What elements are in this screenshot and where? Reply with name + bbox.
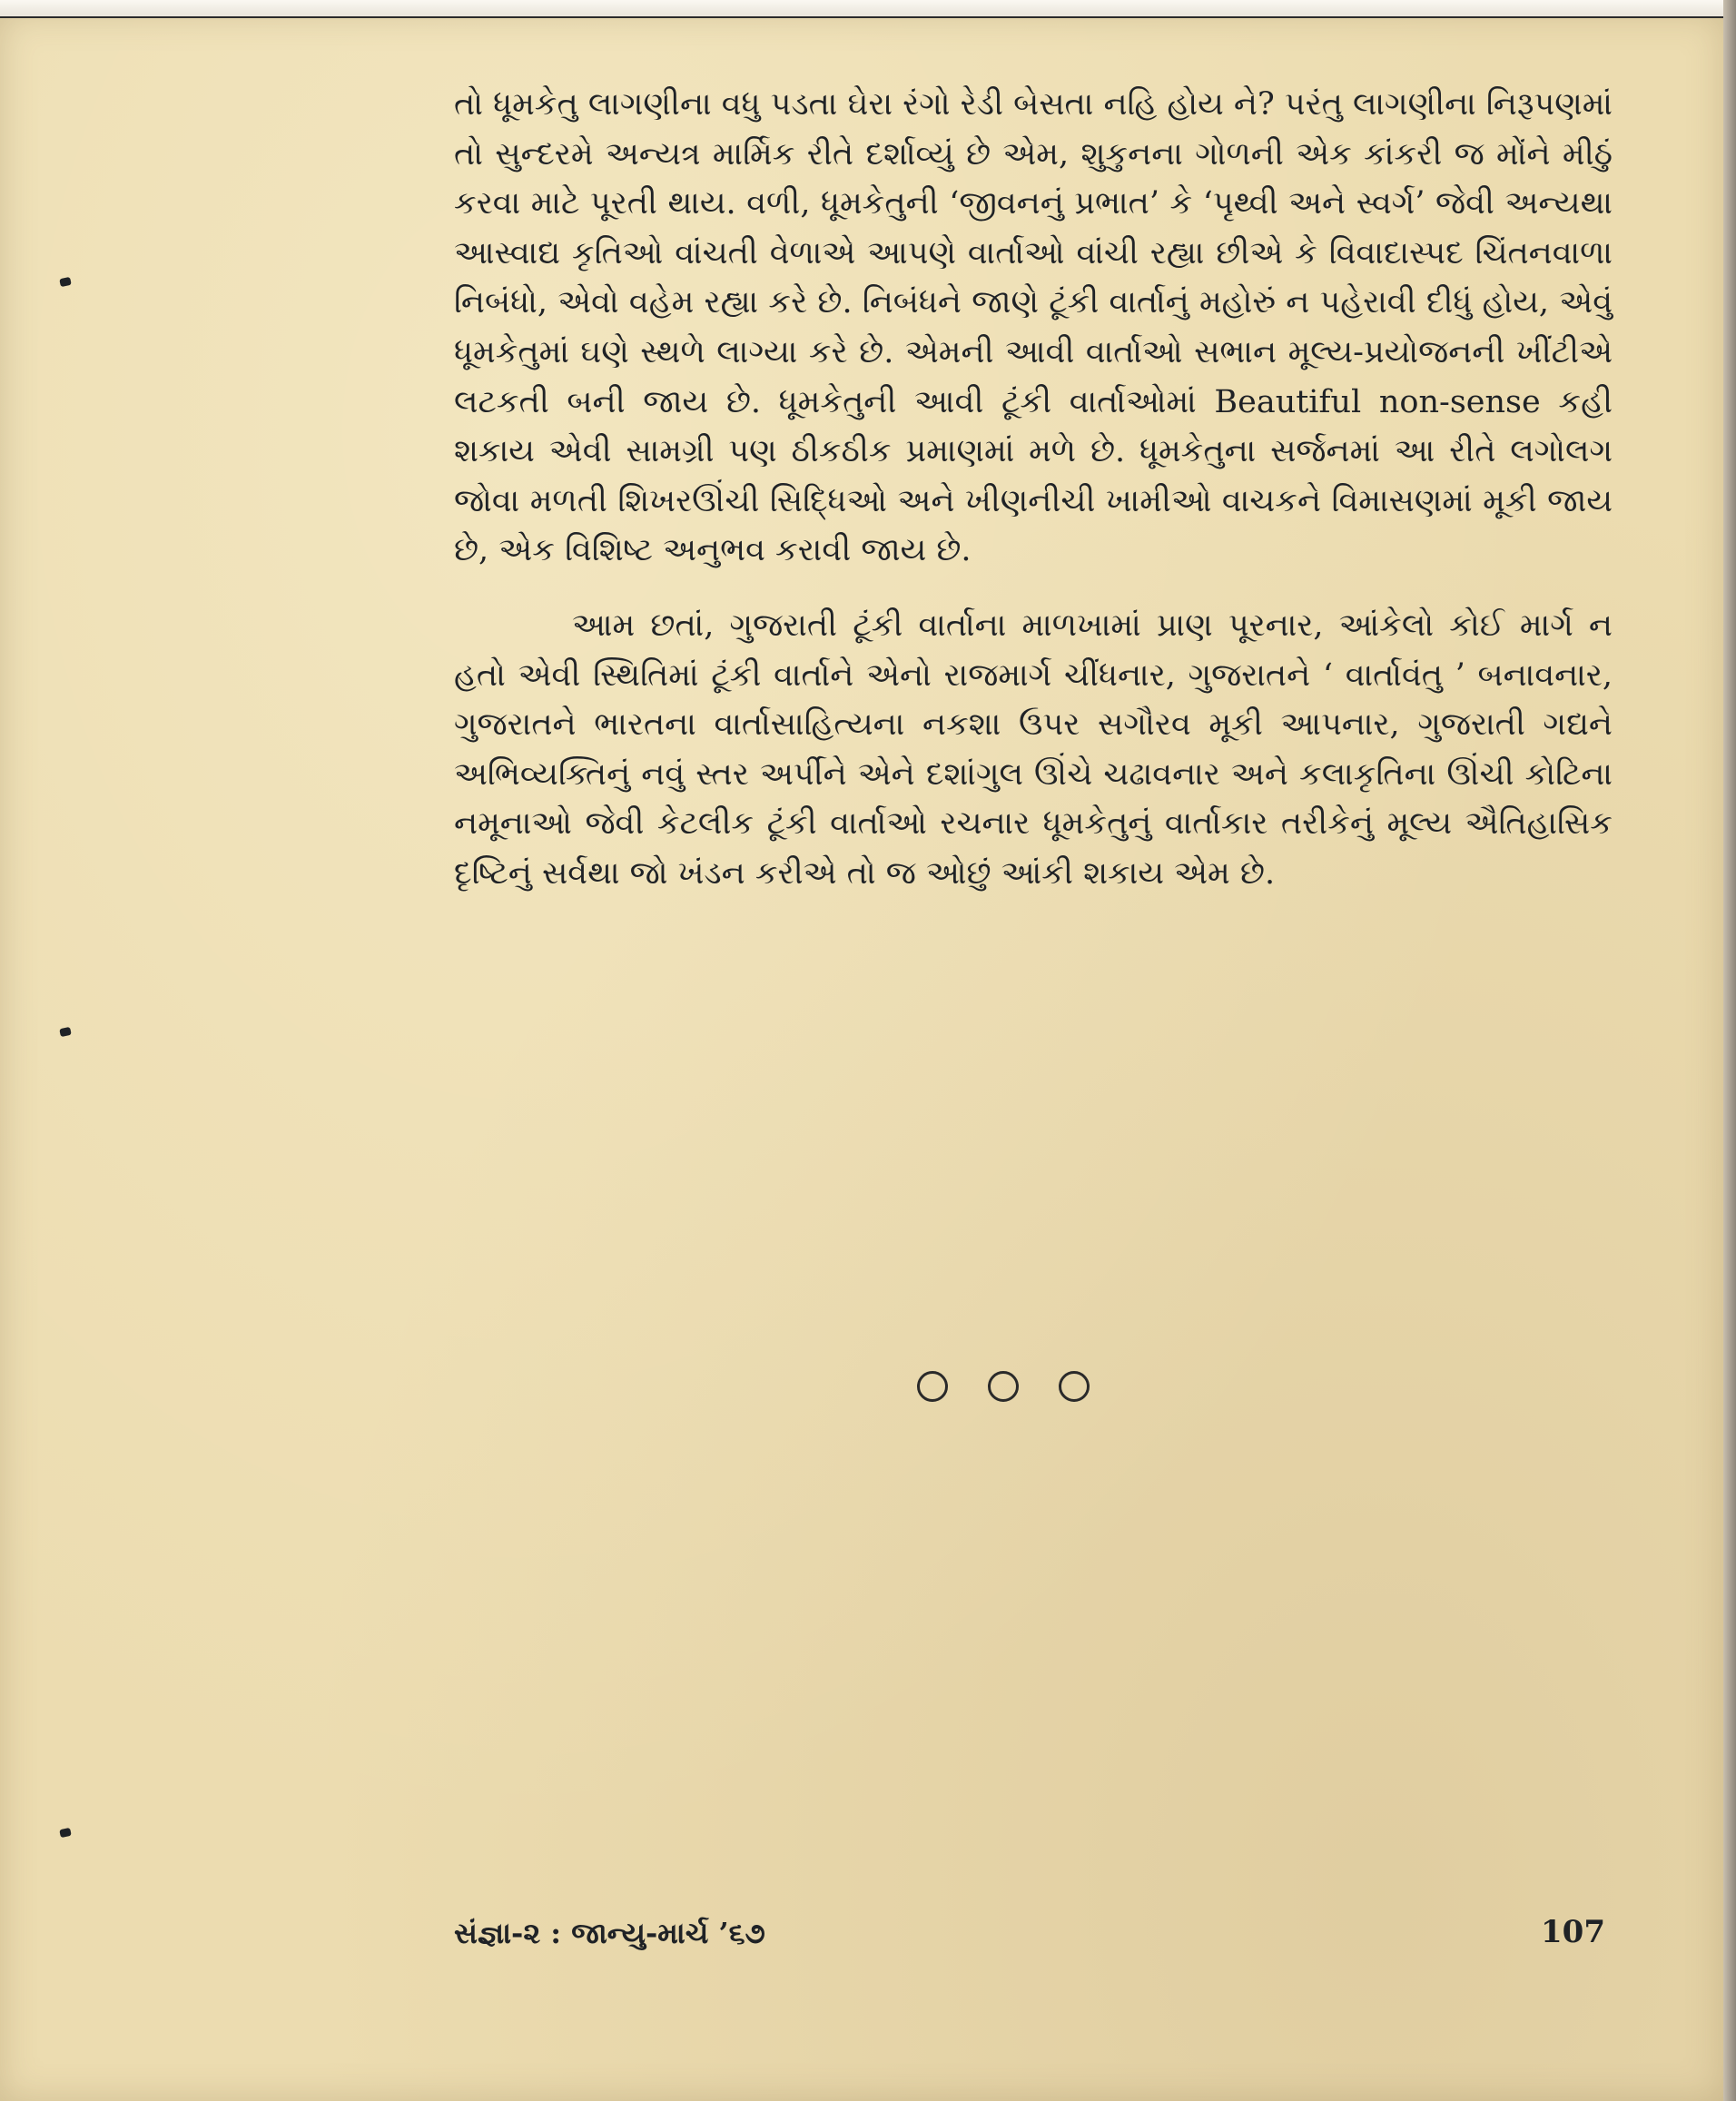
page-number: 107 (1541, 1914, 1605, 1950)
section-break (917, 1371, 1090, 1402)
page-top-edge (0, 0, 1736, 18)
circle-icon (988, 1371, 1019, 1402)
paragraph: તો ધૂમકેતુ લાગણીના વધુ પડતા ઘેરા રંગો રેડી બેસતા નહિ હોય ને? પરંતુ લાગણીના નિરૂપણમાં તો સુન્દરમે અન્યત્ર માર્મિક રીતે દર્શાવ્યું છે એમ, શુકુનના ગોળની એક કાંકરી જ મોંને મીઠું કરવા માટે પૂરતી થાય. વળી, ધૂમકેતુની ‘જીવનનું પ્રભાત’ કે ‘પૃથ્વી અને સ્વર્ગ’ જેવી અન્યથા આસ્વાદ્ય કૃતિઓ વાંચતી વેળાએ આપણે વાર્તાઓ વાંચી રહ્યા છીએ કે વિવાદાસ્પદ ચિંતનવાળા નિબંધો, એવો વહેમ રહ્યા કરે છે. નિબંધને જાણે ટૂંકી વાર્તાનું મહોરું ન પહેરાવી દીધું હોય, એવું ધૂમકેતુમાં ઘણે સ્થળે લાગ્યા કરે છે. એમની આવી વાર્તાઓ સભાન મૂલ્ય-પ્રયોજનની ખીંટીએ લટકતી બની જાય છે. ધૂમકેતુની આવી ટૂંકી વાર્તાઓમાં Beautiful non-sense કહી શકાય એવી સામગ્રી પણ ઠીકઠીક પ્રમાણમાં મળે છે. ધૂમકેતુના સર્જનમાં આ રીતે લગોલગ જોવા મળતી શિખરઊંચી સિદ્ધિઓ અને ખીણનીચી ખામીઓ વાચકને વિમાસણમાં મૂકી જાય છે, એક વિશિષ્ટ અનુભવ કરાવી જાય છે. (454, 86, 1613, 569)
circle-icon (917, 1371, 948, 1402)
page-right-edge (1723, 0, 1736, 2101)
circle-icon (1059, 1371, 1090, 1402)
journal-footer: સંજ્ઞા-૨ : જાન્યુ-માર્ચ ’૬૭ (454, 1916, 765, 1950)
paragraph: આમ છતાં, ગુજરાતી ટૂંકી વાર્તાના માળખામાં પ્રાણ પૂરનાર, આંકેલો કોઈ માર્ગ ન હતો એવી સ્થિતિમાં ટૂંકી વાર્તાને એનો રાજમાર્ગ ચીંધનાર, ગુજરાતને ‘ વાર્તાવંતુ ’ બનાવનાર, ગુજરાતને ભારતના વાર્તાસાહિત્યના નકશા ઉપર સગૌરવ મૂકી આપનાર, ગુજરાતી ગદ્યને અભિવ્યક્તિનું નવું સ્તર અર્પીને એને દશાંગુલ ઊંચે ચઢાવનાર અને કલાકૃતિના ઊંચી કોટિના નમૂનાઓ જેવી કેટલીક ટૂંકી વાર્તાઓ રચનાર ધૂમકેતુનું વાર્તાકાર તરીકેનું મૂલ્ય ઐતિહાસિક દૃષ્ટિનું સર્વથા જો ખંડન કરીએ તો જ ઓછું આંકી શકાય એમ છે. (454, 607, 1613, 892)
article-body (454, 80, 1613, 899)
